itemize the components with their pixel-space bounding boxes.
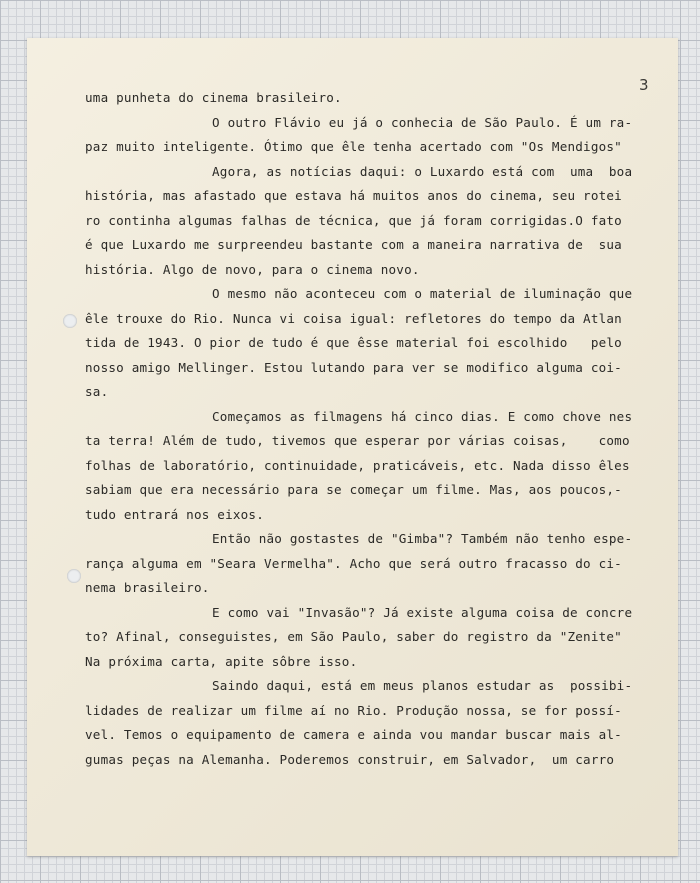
text-line: história, mas afastado que estava há muitos anos do cinema, seu rotei (85, 188, 622, 203)
text-line: êle trouxe do Rio. Nunca vi coisa igual: refletores do tempo da Atlan (85, 310, 622, 326)
text-line: O mesmo não aconteceu com o material de iluminação que (212, 286, 633, 301)
text-line: Saindo daqui, está em meus planos estudar as possibi- (212, 678, 633, 693)
text-line: nosso amigo Mellinger. Estou lutando para ver se modifico alguma coi- (85, 359, 622, 375)
text-line: O outro Flávio eu já o conhecia de São Paulo. É um ra- (212, 114, 633, 130)
text-line: gumas peças na Alemanha. Poderemos construir, em Salvador, um carro (85, 751, 615, 767)
typewritten-text (85, 86, 665, 772)
text-line: tida de 1943. O pior de tudo é que êsse material foi escolhido pelo (85, 335, 622, 350)
text-line: Começamos as filmagens há cinco dias. E como chove nes (212, 408, 633, 424)
page-number: 3 (639, 76, 649, 94)
text-line: história. Algo de novo, para o cinema novo. (85, 261, 420, 277)
text-line: sa. (85, 384, 109, 399)
text-line: Na próxima carta, apite sôbre isso. (85, 653, 358, 669)
text-line: rança alguma em "Seara Vermelha". Acho que será outro fracasso do ci- (85, 555, 622, 571)
text-line: sabiam que era necessário para se começar um filme. Mas, aos poucos,- (85, 482, 622, 497)
text-line: E como vai "Invasão"? Já existe alguma coisa de concre (212, 604, 633, 620)
letter-page (27, 38, 678, 856)
text-line: uma punheta do cinema brasileiro. (85, 90, 342, 105)
text-line: é que Luxardo me surpreendeu bastante com a maneira narrativa de sua (85, 237, 622, 252)
text-line: to? Afinal, conseguistes, em São Paulo, saber do registro da "Zenite" (85, 629, 622, 644)
text-line: lidades de realizar um filme aí no Rio. Produção nossa, se for possí- (85, 702, 622, 718)
text-line: ta terra! Além de tudo, tivemos que esperar por várias coisas, como (85, 433, 630, 448)
text-line: Então não gostastes de "Gimba"? Também não tenho espe- (212, 531, 633, 546)
text-line: paz muito inteligente. Ótimo que êle tenha acertado com "Os Mendigos" (85, 139, 622, 154)
punch-hole-top (63, 314, 77, 328)
text-line: vel. Temos o equipamento de camera e ainda vou mandar buscar mais al- (85, 727, 622, 742)
text-line: nema brasileiro. (85, 580, 210, 595)
text-line: Agora, as notícias daqui: o Luxardo está com uma boa (212, 163, 633, 179)
text-line: ro continha algumas falhas de técnica, que já foram corrigidas.O fato (85, 212, 622, 228)
punch-hole-bottom (67, 569, 81, 583)
text-line: tudo entrará nos eixos. (85, 506, 264, 522)
text-line: folhas de laboratório, continuidade, praticáveis, etc. Nada disso êles (85, 457, 630, 473)
